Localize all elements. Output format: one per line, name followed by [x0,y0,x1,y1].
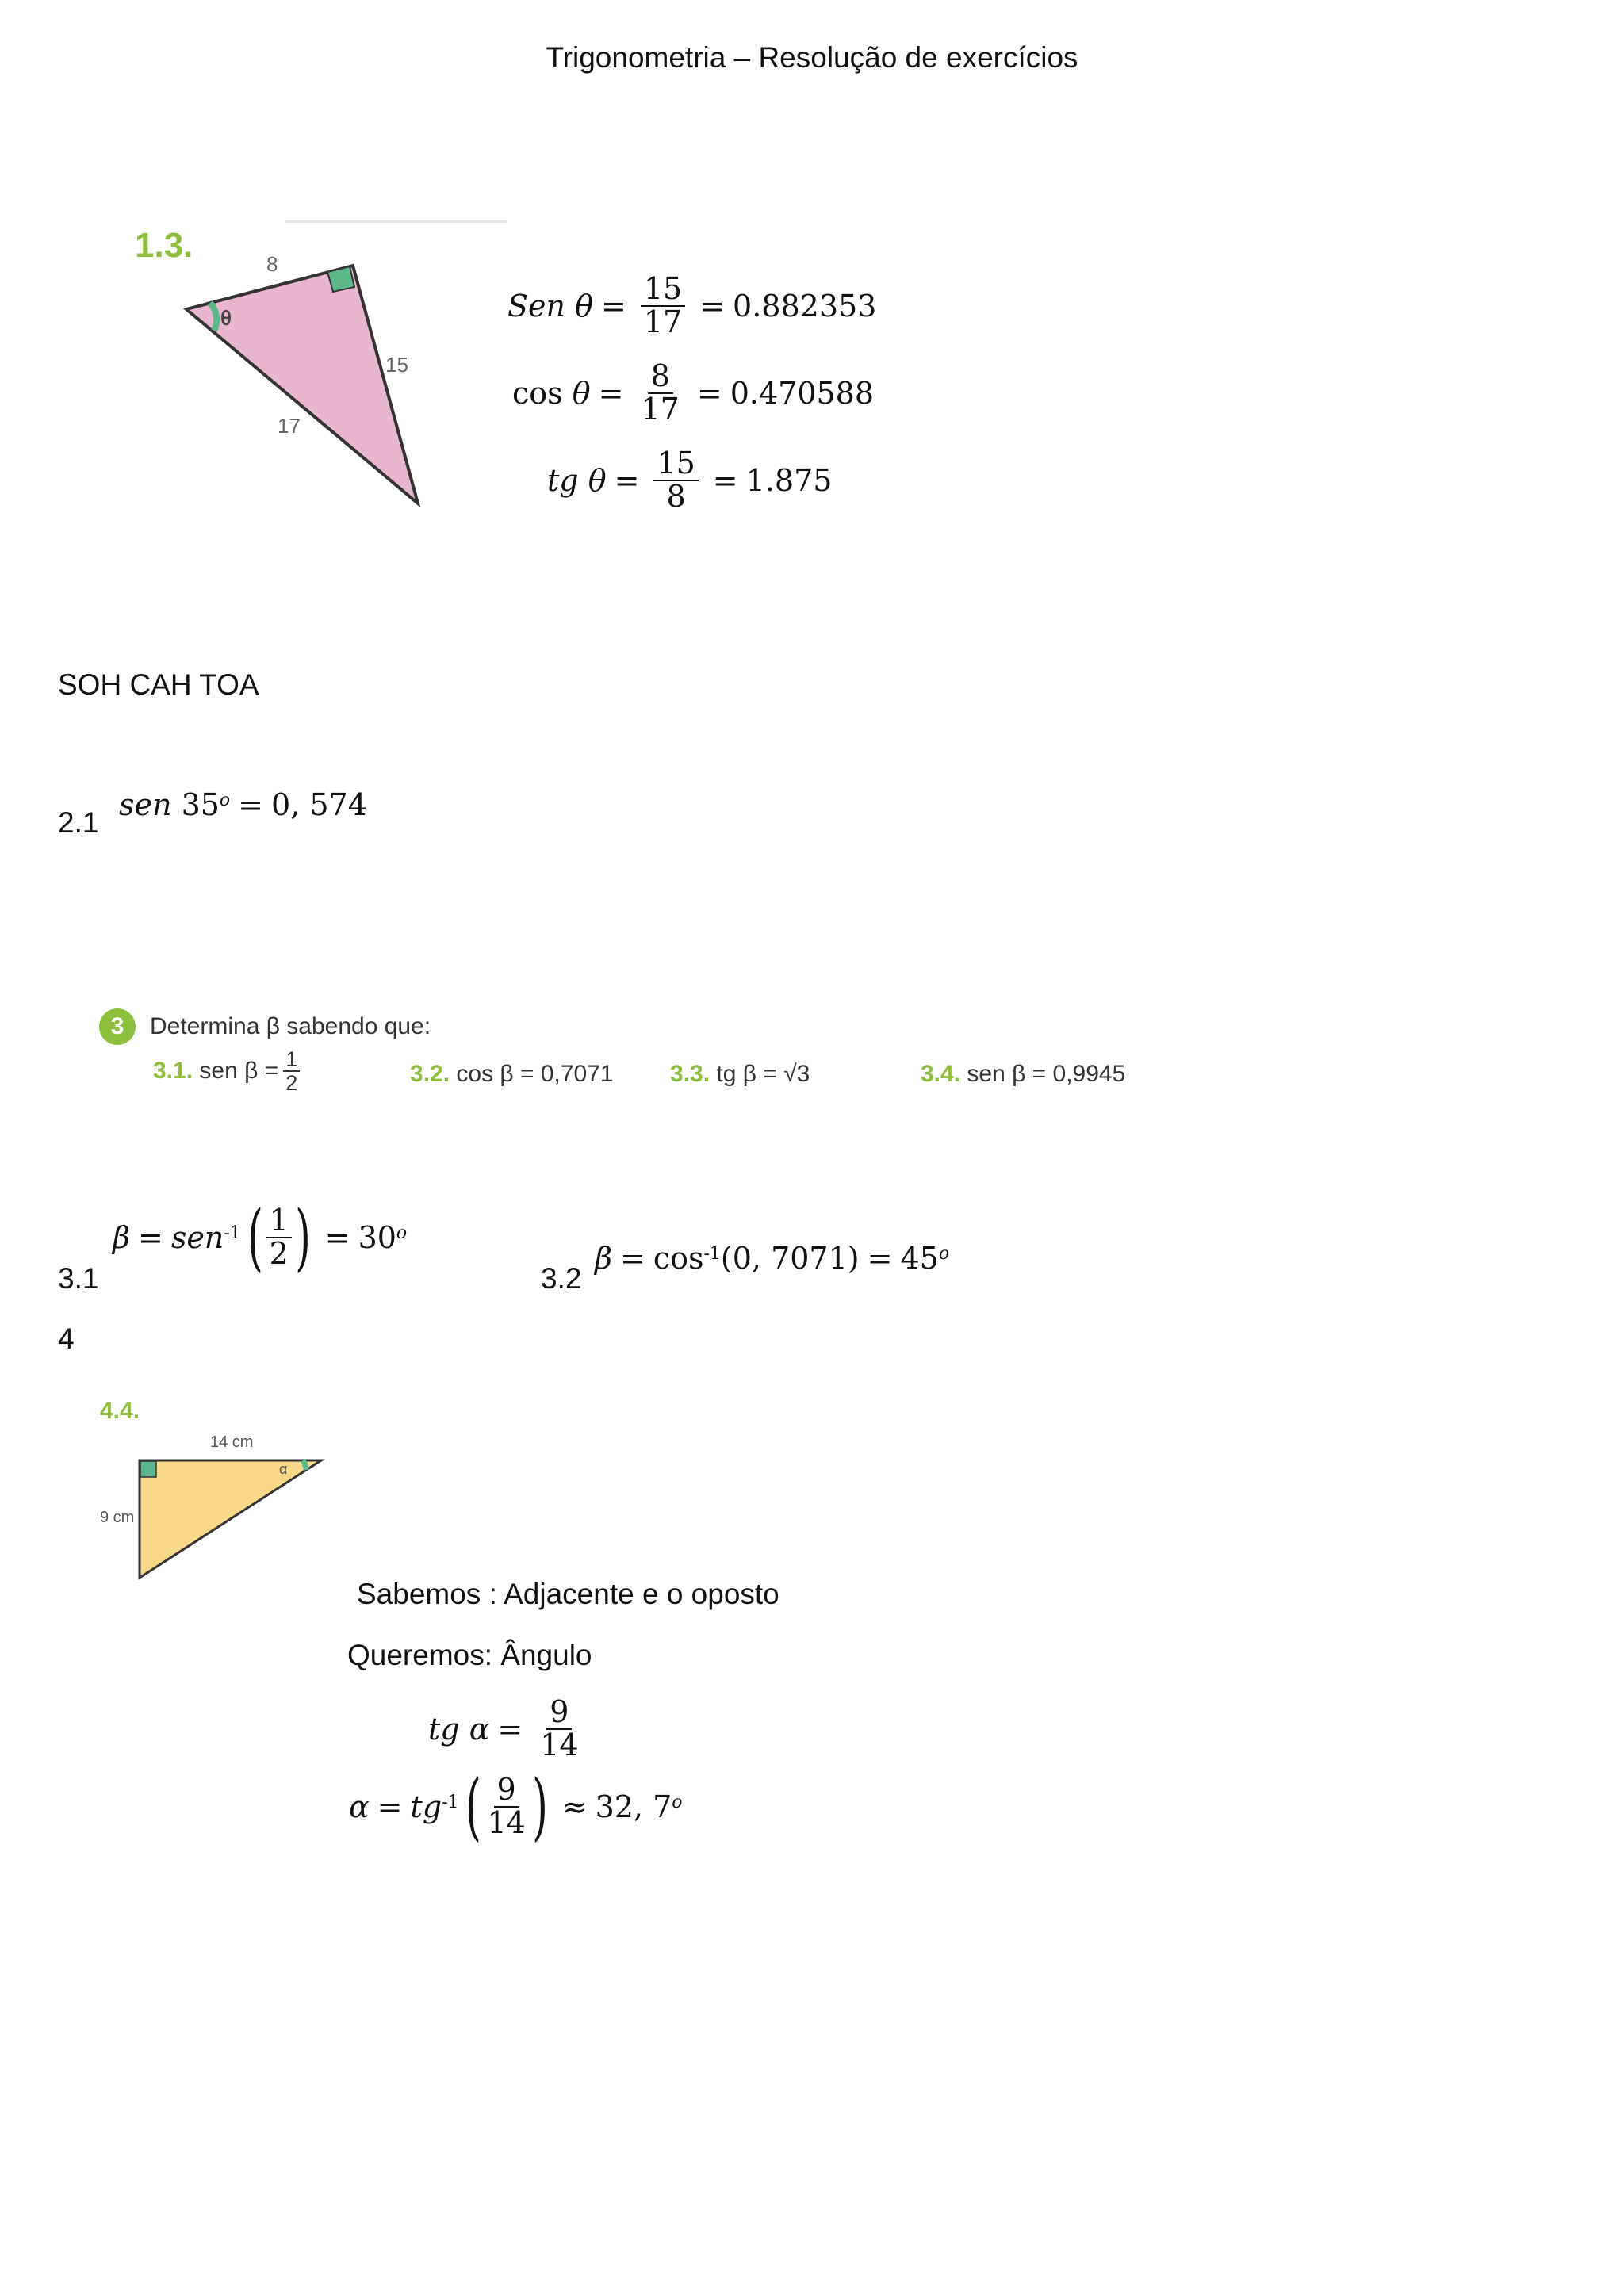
exercise-3-number-badge: 3 [99,1008,136,1045]
exercise-3-3-item: 3.3. tg β = √3 [670,1061,810,1087]
triangle-4-4-figure [127,1451,333,1590]
exercise-3-2-item: 3.2. cos β = 0,7071 [410,1061,614,1087]
triangle-4-4 [140,1460,321,1578]
want-text: Queremos: Ângulo [347,1639,592,1671]
side-14cm-label: 14 cm [210,1433,254,1451]
page-title: Trigonometria – Resolução de exercícios [546,41,1078,74]
solution-3-1-formula: β = sen -1 ( $\frac{1}{2}$ ) = 30 o [113,1195,408,1280]
sen-35-formula: sen 35 o = 0, 574 [119,787,367,822]
right-angle-marker-4 [140,1461,156,1477]
cos-theta-formula: cos θ = $\frac{8}{17}$ = 0.470588 [512,358,875,427]
solution-3-2-formula: β = cos -1 (0, 7071) = 45 o [595,1241,950,1276]
tg-alpha-formula: tg α = $\frac{9}{14}$ [428,1694,579,1762]
mnemonic-text: SOH CAH TOA [58,668,259,701]
exercise-3-prompt: 3 Determina β sabendo que: [99,1008,431,1045]
right-angle-marker [327,266,354,292]
side-8-label: 8 [266,252,278,276]
solution-3-2-label: 3.2 [541,1262,582,1295]
tg-theta-formula: tg θ = $\frac{15}{8}$ = 1.875 [547,446,833,514]
known-text: Sabemos : Adjacente e o oposto [357,1578,779,1610]
alpha-solution-formula: α = tg -1 ( $\frac{9}{14}$ ) ≈ 32, 7 o [349,1764,683,1849]
exercise-1-3-label: 1.3. [135,226,193,265]
theta-label: θ [220,306,232,330]
exercise-3-1-item: 3.1. sen β = $\frac{1}{2}$ [153,1048,300,1095]
exercise-4-label: 4 [58,1322,75,1355]
sen-theta-formula: Sen θ = $\frac{15}{17}$ = 0.882353 [508,271,877,339]
side-9cm-label: 9 cm [100,1509,135,1526]
exercise-2-1-label: 2.1 [58,806,99,839]
scan-artifact-line [285,220,508,223]
angle-alpha-arc [303,1460,306,1470]
solution-3-1-label: 3.1 [58,1262,99,1295]
side-17-label: 17 [278,414,301,438]
triangle-1-3 [186,266,418,503]
exercise-3-4-item: 3.4. sen β = 0,9945 [921,1061,1126,1087]
side-15-label: 15 [385,353,408,377]
exercise-4-4-fig-label: 4.4. [100,1398,140,1424]
alpha-label: α [279,1461,288,1477]
